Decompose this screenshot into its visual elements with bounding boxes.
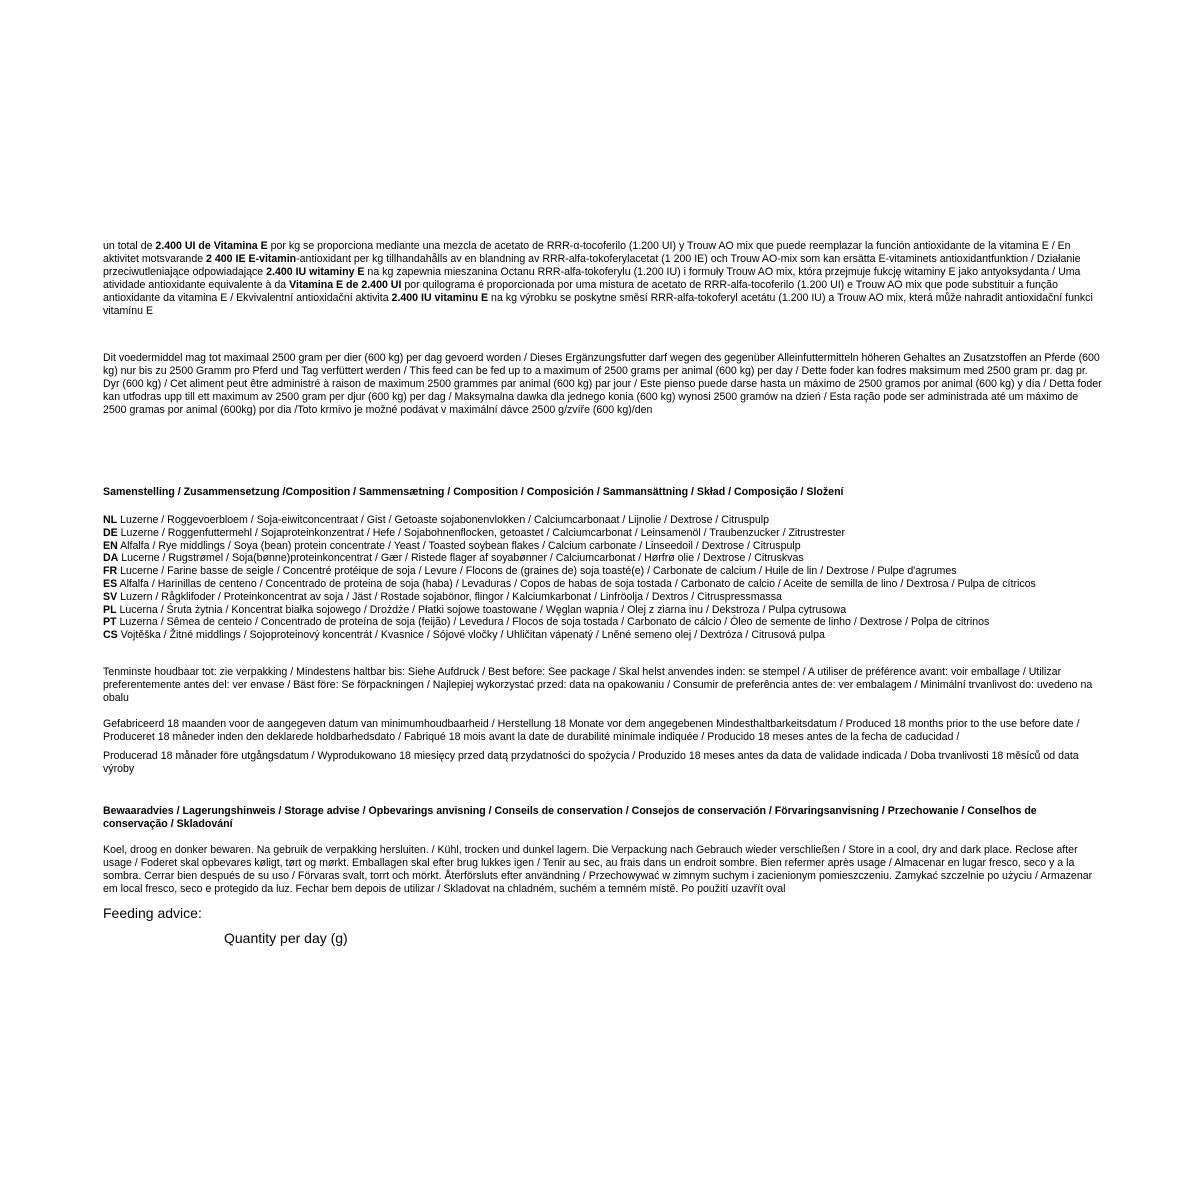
composition-row bbox=[103, 629, 1103, 642]
storage-heading: Bewaaradvies / Lagerungshinweis / Storage advise / Opbevarings anvisning / Conseils de conservation / Consejos de conservación / Förvaringsanvisning / Przechowanie / Conselhos de conservação / Skladování bbox=[103, 804, 1037, 830]
vitamin-text: por quilograma é proporcionada por uma mistura de acetato de RRR-alfa-tocoferilo (1.200 UI) e Trouw AO mix que pode substituir a função antioxidante da vitamina E / Ekvivalentní antioxidační aktivita bbox=[103, 279, 1058, 304]
composition-row bbox=[103, 616, 1103, 629]
composition-row bbox=[103, 527, 1103, 540]
composition-heading: Samenstelling / Zusammensetzung /Composition / Sammensætning / Composition / Composición / Sammansättning / Skład / Composição / Složení bbox=[103, 486, 844, 498]
vitamin-text: na kg zapewnia mieszanina Octanu RRR-alfa-tokoferylu (1.200 IU) i formuły Trouw AO mix, która przejmuje fukcję witaminy E jako antyoksydanta / Uma atividade antioxidante equivalente à da bbox=[103, 266, 1081, 291]
composition-text: Alfalfa / Rye middlings / Soya (bean) protein concentrate / Yeast / Toasted soybean flakes / Calcium carbonate / Linseedoil / Dextrose / Citruspulp bbox=[117, 539, 801, 552]
language-code: SV bbox=[103, 590, 118, 603]
feeding-advice-title: Feeding advice: bbox=[103, 904, 202, 921]
language-code: ES bbox=[103, 577, 118, 590]
vitamin-e-paragraph bbox=[103, 240, 1103, 318]
language-code: PL bbox=[103, 603, 117, 616]
language-code: PT bbox=[103, 616, 117, 629]
composition-row bbox=[103, 604, 1103, 617]
label-text-page bbox=[103, 237, 1103, 947]
composition-row bbox=[103, 540, 1103, 553]
language-code: DE bbox=[103, 526, 118, 539]
max-dose-paragraph: Dit voedermiddel mag tot maximaal 2500 gram per dier (600 kg) per dag gevoerd worden / Dieses Ergänzungsfutter darf wegen des gegenüber Alleinfuttermitteln höheren Gehaltes an Zusatzstoffen an Pferde (600 kg) nur bis zu 2500 Gramm pro Pferd und Tag verfüttert werden / This feed can be fed up to a maximum of 2500 grams per animal (600 kg) per day / Dette foder kan fodres maksimum med 2500 gram pr. dag pr. Dyr (600 kg) / Cet aliment peut être administré à raison de maximum 2500 grammes par animal (600 kg) par jour / Este pienso puede darse hasta un máximo de 2500 gramos por animal (600 kg) y día / Detta foder kan utfodras upp till ett maximum av 2500 gram per djur (600 kg) per dag / Maksymalna dawka dla jednego konia (600 kg) wynosi 2500 gramów na dzień / Esta ração pode ser administrada até um máximo de 2500 gramas por animal (600kg) por dia /Toto krmivo je možné podávat v maximální dávce 2500 g/zvíře (600 kg)/den bbox=[103, 352, 1102, 416]
vitamin-text: -antioxidant per kg tillhandahålls av en blandning av RRR-alfa-tokoferylacetat (1 200 IE) och Trouw AO-mix som kan ersätta E-vitaminets antioxidantfunktion / Działanie przeciwutleniające odpowiadające bbox=[103, 253, 1081, 278]
storage-paragraph: Koel, droog en donker bewaren. Na gebruik de verpakking hersluiten. / Kühl, trocken und dunkel lagern. Die Verpackung nach Gebrauch wieder verschließen / Store in a cool, dry and dark place. Reclose after usage / Foderet skal opbevares køligt, tørt og mørkt. Emballagen skal efter brug lukkes igen / Tenir au sec, au frais dans un endroit sombre. Bien refermer après usage / Almacenar en lugar fresco, seco y a la sombra. Cerrar bien después de su uso / Förvaras svalt, torrt och mörkt. Återförsluts efter användning / Przechowywać w zimnym suchym i zacienionym pomieszczeniu. Zamykać szczelnie po użyciu / Armazenar em local fresco, seco e protegido da luz. Fechar bem depois de utilizar / Skladovat na chladném, suchém a temném místě. Po použití uzavřít oval bbox=[103, 843, 1093, 895]
vitamin-bold: 2.400 IU vitaminu E bbox=[391, 292, 489, 304]
best-before-paragraph: Tenminste houdbaar tot: zie verpakking / Mindestens haltbar bis: Siehe Aufdruck / Best before: See package / Skal helst anvendes inden: se stempel / A utiliser de préférence avant: voir emballage / Utilizar preferentemente antes del: ver envase / Bäst före: Se förpackningen / Najlepiej wykorzystać przed: data na opakowaniu / Consumir de preferência antes de: ver embalagem / Minimální trvanlivost do: uvedeno na obalu bbox=[103, 665, 1093, 704]
language-code: CS bbox=[103, 629, 118, 642]
composition-list bbox=[103, 514, 1103, 642]
composition-row bbox=[103, 514, 1103, 527]
composition-row bbox=[103, 578, 1103, 591]
composition-text: Vojtěška / Žitné middlings / Sojoproteinový koncentrát / Kvasnice / Sójové vločky / Uhličitan vápenatý / Lněné semeno olej / Dextróza / Citrusová pulpa bbox=[117, 629, 825, 642]
production-date-paragraph: Gefabriceerd 18 maanden voor de aangegeven datum van minimumhoudbaarheid / Herstellung 18 Monate vor dem angegebenen Mindesthaltbarkeitsdatum / Produced 18 months prior to the use before date / Produceret 18 måneder inden den deklarede holdbarhedsdato / Fabriqué 18 mois avant la date de durabilité minimale indiquée / Producido 18 meses antes de la fecha de caducidad / bbox=[103, 717, 1080, 743]
vitamin-bold: 2.400 IU witaminy E bbox=[266, 266, 365, 278]
language-code: DA bbox=[103, 552, 119, 565]
production-date-paragraph-continued: Producerad 18 månader före utgångsdatum / Wyprodukowano 18 miesięcy przed datą przydatności do spożycia / Produzido 18 meses antes da data de validade indicada / Doba trvanlivosti 18 měsíců od data výroby bbox=[103, 749, 1079, 775]
composition-text: Lucerne / Rugstrømel / Soja(bønne)proteinkoncentrat / Gær / Ristede flager af soyabønner / Calciumcarbonat / Hørfrø olie / Dextrose / Citruskvas bbox=[118, 552, 804, 565]
language-code: NL bbox=[103, 514, 118, 526]
vitamin-text: por kg se proporciona mediante una mezcla de acetato de RRR-α-tocoferilo (1.200 UI) y Trouw AO mix que puede reemplazar la función antioxidante de la vitamina E / En aktivitet motsvarande bbox=[103, 240, 1071, 265]
vitamin-bold: Vitamina E de 2.400 UI bbox=[289, 279, 402, 291]
composition-text: Luzerna / Sêmea de centeio / Concentrado de proteína de soja (feijão) / Levedura / Flocos de soja tostada / Carbonato de cálcio / Óleo de semente de linho / Dextrose / Polpa de citrinos bbox=[116, 616, 990, 629]
composition-text: Luzerne / Roggevoerbloem / Soja-eiwitconcentraat / Gist / Getoaste sojabonenvlokken / Calciumcarbonaat / Lijnolie / Dextrose / Citruspulp bbox=[117, 514, 769, 526]
composition-row bbox=[103, 552, 1103, 565]
composition-text: Lucerna / Śruta żytnia / Koncentrat białka sojowego / Drożdże / Płatki sojowe toastowane / Węglan wapnia / Olej z ziarna inu / Dekstroza / Pulpa cytrusowa bbox=[116, 603, 847, 616]
composition-text: Alfalfa / Harinillas de centeno / Concentrado de proteina de soja (haba) / Levaduras / Copos de habas de soja tostada / Carbonato de calcio / Aceite de semilla de lino / Dextrosa / Pulpa de cítricos bbox=[117, 577, 1036, 590]
language-code: EN bbox=[103, 539, 118, 552]
vitamin-bold: 2.400 UI de Vitamina E bbox=[155, 240, 268, 252]
composition-row bbox=[103, 565, 1103, 578]
vitamin-text: un total de bbox=[103, 240, 156, 252]
composition-row bbox=[103, 591, 1103, 604]
composition-text: Lucerne / Farine basse de seigle / Concentré protéique de soja / Levure / Flocons de (graines de) soja toasté(e) / Carbonate de calcium / Huile de lin / Dextrose / Pulpe d'agrumes bbox=[117, 565, 957, 578]
vitamin-bold: 2 400 IE E-vitamin bbox=[206, 253, 297, 265]
language-code: FR bbox=[103, 565, 118, 578]
quantity-per-day-label: Quantity per day (g) bbox=[224, 929, 348, 946]
composition-text: Luzern / Rågklifoder / Proteinkoncentrat av soja / Jäst / Rostade sojabönor, flingor / Kalciumkarbonat / Linfröolja / Dextros / Citruspressmassa bbox=[117, 590, 782, 603]
composition-text: Luzerne / Roggenfuttermehl / Sojaproteinkonzentrat / Hefe / Sojabohnenflocken, getoastet / Calciumcarbonat / Leinsamenöl / Traubenzucker / Zitrustrester bbox=[117, 526, 845, 539]
vitamin-text: na kg výrobku se poskytne směsí RRR-alfa-tokoferyl acetátu (1.200 IU) a Trouw AO mix, která může nahradit antioxidační funkci vitamínu E bbox=[103, 292, 1093, 317]
